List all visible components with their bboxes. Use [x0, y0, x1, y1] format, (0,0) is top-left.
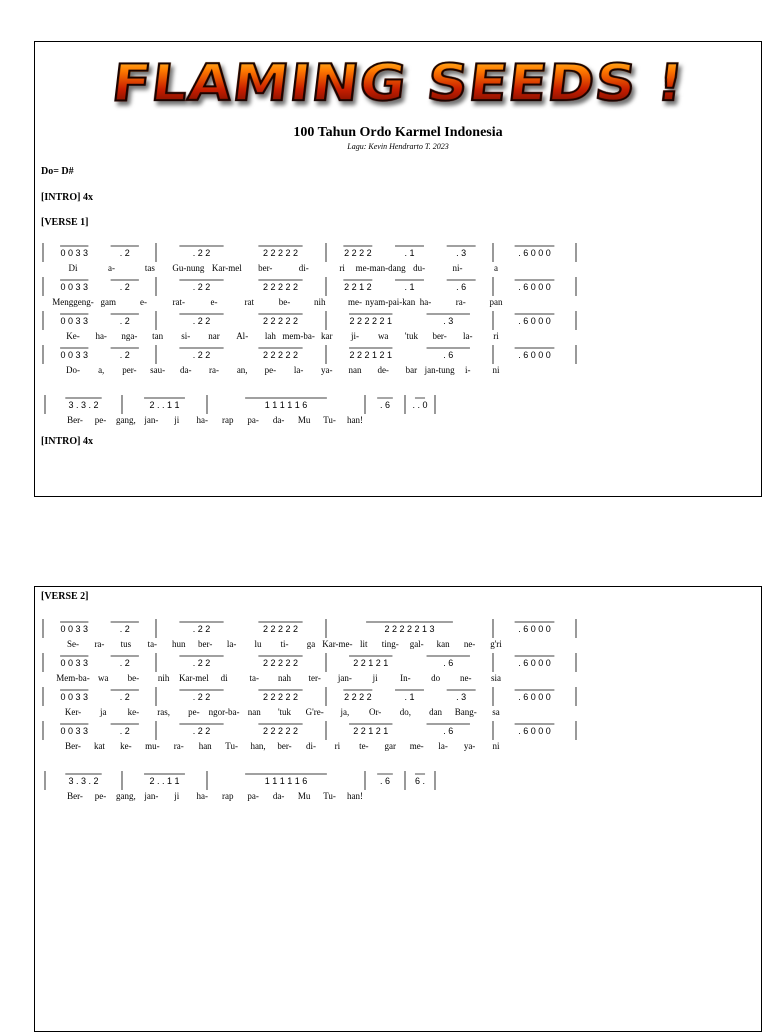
verse2-line-lyric: ji — [372, 673, 378, 683]
verse1-line-notes: 2 2 2 2 2 — [262, 350, 299, 360]
verse2-final-lyric: da- — [272, 791, 285, 801]
verse2-final-notes: . 6 — [379, 776, 391, 786]
song-title: 100 Tahun Ordo Karmel Indonesia — [293, 125, 503, 140]
verse2-line-lyric: wa — [97, 673, 109, 683]
verse2-final-lyric: ji — [174, 791, 180, 801]
verse1-line-notes: 2 2 2 1 2 1 — [349, 350, 393, 360]
sheet-page-2 — [34, 586, 762, 1032]
verse1-line-lyric: Di — [68, 263, 78, 273]
verse2-line-lyric: nah — [278, 673, 291, 683]
verse2-line-notes: 2 2 2 2 2 — [262, 726, 299, 736]
verse1-final-lyric: Tu- — [323, 415, 336, 425]
verse1-final-lyric: da- — [272, 415, 285, 425]
verse1-line-notes: 2 2 1 2 — [344, 282, 372, 292]
verse1-line-lyric: Kar-mel — [211, 263, 242, 273]
verse1-line-lyric: ra- — [455, 297, 466, 307]
verse2-final-lyric: rap — [221, 791, 234, 801]
verse1-line-lyric: tan — [152, 331, 164, 341]
verse2-line-lyric: 'tuk — [277, 707, 292, 717]
verse1-line-lyric: ha- — [95, 331, 107, 341]
verse2-final-lyric: han! — [347, 791, 363, 801]
verse1-line-notes: . 2 — [119, 350, 130, 360]
verse1-line-lyric: ji- — [351, 331, 359, 341]
verse2-line-lyric: ne- — [460, 673, 472, 683]
verse2-line-notes: . 1 — [404, 692, 415, 702]
verse2-line-lyric: Kar-me- — [322, 639, 353, 649]
verse1-line-lyric: tas — [144, 263, 155, 273]
verse2-line-notes: 2 2 2 2 2 — [262, 624, 299, 634]
verse2-line-lyric: ra- — [173, 741, 184, 751]
verse1-line-lyric: nar — [208, 331, 220, 341]
verse1-line-notes: . 6 0 0 0 — [518, 350, 551, 360]
verse2-line-lyric: te- — [359, 741, 369, 751]
verse1-line-lyric: e- — [210, 297, 218, 307]
verse2-final-lyric: Mu — [297, 791, 311, 801]
verse1-line-lyric: Ke- — [66, 331, 80, 341]
verse1-line-lyric: ra- — [209, 365, 219, 375]
verse1-line-lyric: me-man-dang — [355, 263, 406, 273]
intro-label: [INTRO] 4x — [41, 192, 93, 203]
verse1-final-notes: 1 1 1 1 1 6 — [264, 400, 308, 410]
verse2-final-lyric: Ber- — [67, 791, 83, 801]
verse2-line-lyric: dan — [429, 707, 443, 717]
verse1-line-lyric: Al- — [236, 331, 249, 341]
verse1-line-notes: . 3 — [456, 248, 467, 258]
verse1-line-lyric: la- — [463, 331, 473, 341]
verse1-line-lyric: a- — [107, 263, 115, 273]
verse2-line-notes: . 6 0 0 0 — [518, 624, 551, 634]
verse2-line-notes: . 6 0 0 0 — [518, 658, 551, 668]
verse2-line-lyric: Bang- — [454, 707, 477, 717]
verse1-final-lyric: Mu — [297, 415, 311, 425]
verse2-line-lyric: mu- — [145, 741, 160, 751]
verse1-score — [35, 42, 763, 498]
verse2-line-lyric: ting- — [381, 639, 399, 649]
verse1-line-lyric: nyam-pai-kan — [365, 297, 416, 307]
verse2-line-lyric: do, — [399, 707, 411, 717]
verse1-line-lyric: pan — [489, 297, 503, 307]
verse1-line-lyric: Gu-nung — [172, 263, 205, 273]
verse2-line-lyric: la- — [438, 741, 448, 751]
verse1-line-notes: 2 2 2 2 — [344, 248, 372, 258]
verse2-final-lyric: gang, — [116, 791, 136, 801]
verse1-line-notes: 0 0 3 3 — [60, 282, 89, 292]
verse2-line-lyric: Or- — [368, 707, 382, 717]
verse1-line-notes: . 2 — [119, 316, 130, 326]
verse1-line-lyric: du- — [413, 263, 426, 273]
verse2-line-lyric: ga — [306, 639, 316, 649]
verse2-line-lyric: In- — [400, 673, 411, 683]
verse1-line-lyric: kar — [321, 331, 333, 341]
verse2-line-lyric: ber- — [277, 741, 292, 751]
verse1-line-lyric: gam — [100, 297, 116, 307]
verse2-line-notes: 0 0 3 3 — [60, 658, 89, 668]
verse2-line-notes: . 6 — [443, 726, 454, 736]
verse1-final-notes: . . 0 — [412, 400, 428, 410]
verse1-line-lyric: ha- — [419, 297, 432, 307]
verse2-label: [VERSE 2] — [41, 591, 89, 602]
verse1-line-notes: . 6 0 0 0 — [518, 248, 551, 258]
verse2-final-notes: 1 1 1 1 1 6 — [264, 776, 308, 786]
verse1-final-lyric: rap — [221, 415, 234, 425]
verse1-line-lyric: mem-ba- — [282, 331, 315, 341]
verse1-line-notes: . 6 0 0 0 — [518, 316, 551, 326]
verse2-line-notes: 2 2 2 2 — [344, 692, 372, 702]
verse2-line-lyric: ke- — [127, 707, 140, 717]
verse2-line-lyric: Kar-mel — [178, 673, 209, 683]
verse1-line-lyric: bar — [405, 365, 418, 375]
verse2-line-lyric: la- — [226, 639, 237, 649]
verse2-line-lyric: pe- — [188, 707, 200, 717]
verse2-line-lyric: ni — [492, 741, 500, 751]
verse2-line-lyric: kat — [93, 741, 105, 751]
verse1-line-notes: . 2 — [119, 282, 130, 292]
verse2-line-notes: . 2 2 — [192, 658, 211, 668]
verse1-line-lyric: jan-tung — [424, 365, 455, 375]
verse1-final-lyric: Ber- — [67, 415, 83, 425]
verse2-line-lyric: Mem-ba- — [56, 673, 90, 683]
verse2-line-lyric: ber- — [198, 639, 213, 649]
verse1-line-lyric: i- — [465, 365, 471, 375]
verse2-final-lyric: jan- — [144, 791, 159, 801]
verse1-line-notes: . 6 — [443, 350, 454, 360]
verse1-line-notes: 2 2 2 2 2 — [262, 248, 299, 258]
verse1-line-lyric: e- — [140, 297, 147, 307]
verse1-line-lyric: wa — [377, 331, 389, 341]
verse2-line-lyric: ri — [334, 741, 341, 751]
verse2-final-notes: 2 . . 1 1 — [149, 776, 180, 786]
verse2-line-lyric: ta- — [249, 673, 260, 683]
verse2-line-lyric: ra- — [94, 639, 105, 649]
verse1-final-lyric: jan- — [144, 415, 159, 425]
verse1-line-lyric: me- — [348, 297, 362, 307]
verse2-line-lyric: do — [431, 673, 441, 683]
verse2-line-lyric: g'ri — [490, 639, 502, 649]
verse1-line-lyric: da- — [180, 365, 192, 375]
verse1-line-lyric: ber- — [432, 331, 447, 341]
verse1-line-lyric: pe- — [264, 365, 277, 375]
verse2-line-lyric: ngor-ba- — [208, 707, 240, 717]
verse1-line-lyric: Menggeng- — [52, 297, 94, 307]
verse1-line-notes: 0 0 3 3 — [60, 248, 89, 258]
verse1-line-notes: . 2 2 — [192, 248, 211, 258]
verse2-line-lyric: jan- — [337, 673, 352, 683]
verse1-final-lyric: han! — [347, 415, 363, 425]
verse2-line-lyric: ter- — [308, 673, 321, 683]
verse2-line-notes: . 2 2 — [192, 692, 211, 702]
logo-text: FLAMING SEEDS ! — [108, 54, 688, 112]
verse1-line-lyric: ri — [493, 331, 499, 341]
verse2-line-notes: 0 0 3 3 — [60, 624, 89, 634]
verse1-line-lyric: rat- — [172, 297, 185, 307]
verse1-line-lyric: sau- — [150, 365, 166, 375]
verse1-line-notes: . 2 — [119, 248, 130, 258]
verse2-line-lyric: kan — [436, 639, 450, 649]
verse2-line-lyric: hun — [172, 639, 186, 649]
verse1-line-lyric: be- — [278, 297, 291, 307]
verse2-line-notes: 2 2 1 2 1 — [353, 658, 389, 668]
verse2-line-lyric: lu — [254, 639, 262, 649]
verse1-line-lyric: ni — [492, 365, 500, 375]
verse1-line-notes: . 1 — [404, 248, 415, 258]
verse2-line-lyric: ja — [99, 707, 107, 717]
verse2-line-lyric: di- — [305, 741, 316, 751]
verse2-line-notes: . 6 0 0 0 — [518, 692, 551, 702]
verse1-line-notes: 0 0 3 3 — [60, 350, 89, 360]
verse1-line-lyric: 'tuk — [404, 331, 418, 341]
verse1-final-lyric: pa- — [247, 415, 259, 425]
verse2-final-lyric: pa- — [247, 791, 259, 801]
verse1-line-lyric: rat — [244, 297, 254, 307]
verse2-line-notes: . 6 — [443, 658, 454, 668]
verse2-line-notes: . 3 — [456, 692, 467, 702]
verse1-line-lyric: ber- — [258, 263, 273, 273]
verse1-line-lyric: si- — [181, 331, 191, 341]
verse1-line-lyric: a, — [98, 365, 105, 375]
verse1-label: [VERSE 1] — [41, 217, 89, 228]
verse2-line-lyric: han — [198, 741, 212, 751]
sheet-page-1 — [34, 41, 762, 497]
verse1-line-lyric: nan — [348, 365, 362, 375]
verse1-final-notes: 3 . 3 . 2 — [68, 400, 99, 410]
verse2-line-lyric: ti- — [280, 639, 289, 649]
verse1-line-lyric: di- — [298, 263, 309, 273]
verse1-line-lyric: ri — [339, 263, 345, 273]
verse2-line-lyric: me- — [409, 741, 424, 751]
verse1-line-notes: . 3 — [443, 316, 454, 326]
verse1-line-notes: 2 2 2 2 2 1 — [349, 316, 393, 326]
verse1-final-lyric: ha- — [196, 415, 209, 425]
verse1-line-lyric: ya- — [321, 365, 333, 375]
verse2-line-lyric: ke- — [120, 741, 132, 751]
verse1-line-lyric: ni- — [452, 263, 463, 273]
verse1-line-lyric: an, — [236, 365, 248, 375]
verse2-line-lyric: Ber- — [65, 741, 81, 751]
verse2-line-lyric: sia — [491, 673, 501, 683]
verse2-final-lyric: pe- — [94, 791, 107, 801]
verse2-line-lyric: Tu- — [225, 741, 238, 751]
verse1-line-lyric: Do- — [66, 365, 80, 375]
verse2-line-notes: 2 2 1 2 1 — [353, 726, 389, 736]
verse2-line-notes: . 2 — [119, 726, 130, 736]
verse2-line-notes: 2 2 2 2 2 1 3 — [384, 624, 435, 634]
verse1-line-notes: . 1 — [404, 282, 415, 292]
verse1-final-notes: . 6 — [379, 400, 391, 410]
verse2-line-lyric: nan — [247, 707, 261, 717]
verse2-line-lyric: Se- — [67, 639, 79, 649]
verse2-line-lyric: ne- — [463, 639, 476, 649]
verse2-final-lyric: ha- — [196, 791, 209, 801]
verse1-final-lyric: pe- — [94, 415, 107, 425]
verse1-line-lyric: nih — [313, 297, 326, 307]
verse2-line-lyric: ras, — [157, 707, 171, 717]
verse2-line-notes: 2 2 2 2 2 — [262, 658, 299, 668]
verse1-line-notes: . 6 0 0 0 — [518, 282, 551, 292]
verse1-line-notes: . 2 2 — [192, 282, 211, 292]
verse2-line-notes: . 6 0 0 0 — [518, 726, 551, 736]
verse2-final-notes: 6 . — [414, 776, 426, 786]
verse1-line-lyric: de- — [377, 365, 389, 375]
verse2-line-notes: 2 2 2 2 2 — [262, 692, 299, 702]
verse2-final-lyric: Tu- — [323, 791, 336, 801]
verse1-line-lyric: a — [494, 263, 498, 273]
verse1-line-notes: . 2 2 — [192, 350, 211, 360]
song-credit: Lagu: Kevin Hendrarto T. 2023 — [347, 142, 449, 151]
verse2-line-lyric: gal- — [409, 639, 424, 649]
verse1-line-notes: 0 0 3 3 — [60, 316, 89, 326]
verse2-final-notes: 3 . 3 . 2 — [68, 776, 99, 786]
verse1-line-notes: 2 2 2 2 2 — [262, 282, 299, 292]
verse2-line-notes: 0 0 3 3 — [60, 692, 89, 702]
verse2-line-notes: . 2 — [119, 658, 130, 668]
intro-repeat-label: [INTRO] 4x — [41, 436, 93, 447]
verse2-line-lyric: han, — [250, 741, 266, 751]
verse2-line-lyric: nih — [157, 673, 170, 683]
verse2-line-lyric: ya- — [463, 741, 476, 751]
verse1-line-notes: 2 2 2 2 2 — [262, 316, 299, 326]
verse2-line-notes: . 2 2 — [192, 726, 211, 736]
verse2-line-notes: . 2 — [119, 624, 130, 634]
verse2-line-lyric: ja, — [340, 707, 350, 717]
verse2-line-notes: . 2 2 — [192, 624, 211, 634]
verse1-line-lyric: la- — [293, 365, 304, 375]
verse1-line-lyric: lah — [264, 331, 276, 341]
verse2-line-lyric: ta- — [147, 639, 158, 649]
verse2-line-lyric: Ker- — [64, 707, 82, 717]
verse2-line-lyric: lit — [360, 639, 368, 649]
verse1-line-notes: . 6 — [456, 282, 467, 292]
verse2-line-lyric: be- — [127, 673, 140, 683]
verse1-final-notes: 2 . . 1 1 — [149, 400, 180, 410]
verse2-line-lyric: di — [220, 673, 228, 683]
verse1-line-lyric: per- — [122, 365, 137, 375]
verse2-line-notes: 0 0 3 3 — [60, 726, 89, 736]
verse1-line-notes: . 2 2 — [192, 316, 211, 326]
verse2-line-lyric: tus — [120, 639, 132, 649]
verse2-line-lyric: G're- — [305, 707, 324, 717]
verse1-final-lyric: ji — [174, 415, 180, 425]
verse2-line-lyric: sa — [492, 707, 500, 717]
verse2-line-notes: . 2 — [119, 692, 130, 702]
key-signature: Do= D# — [41, 166, 74, 177]
verse2-line-lyric: gar — [384, 741, 396, 751]
verse1-final-lyric: gang, — [116, 415, 136, 425]
verse2-score — [35, 587, 763, 1033]
verse1-line-lyric: nga- — [121, 331, 138, 341]
